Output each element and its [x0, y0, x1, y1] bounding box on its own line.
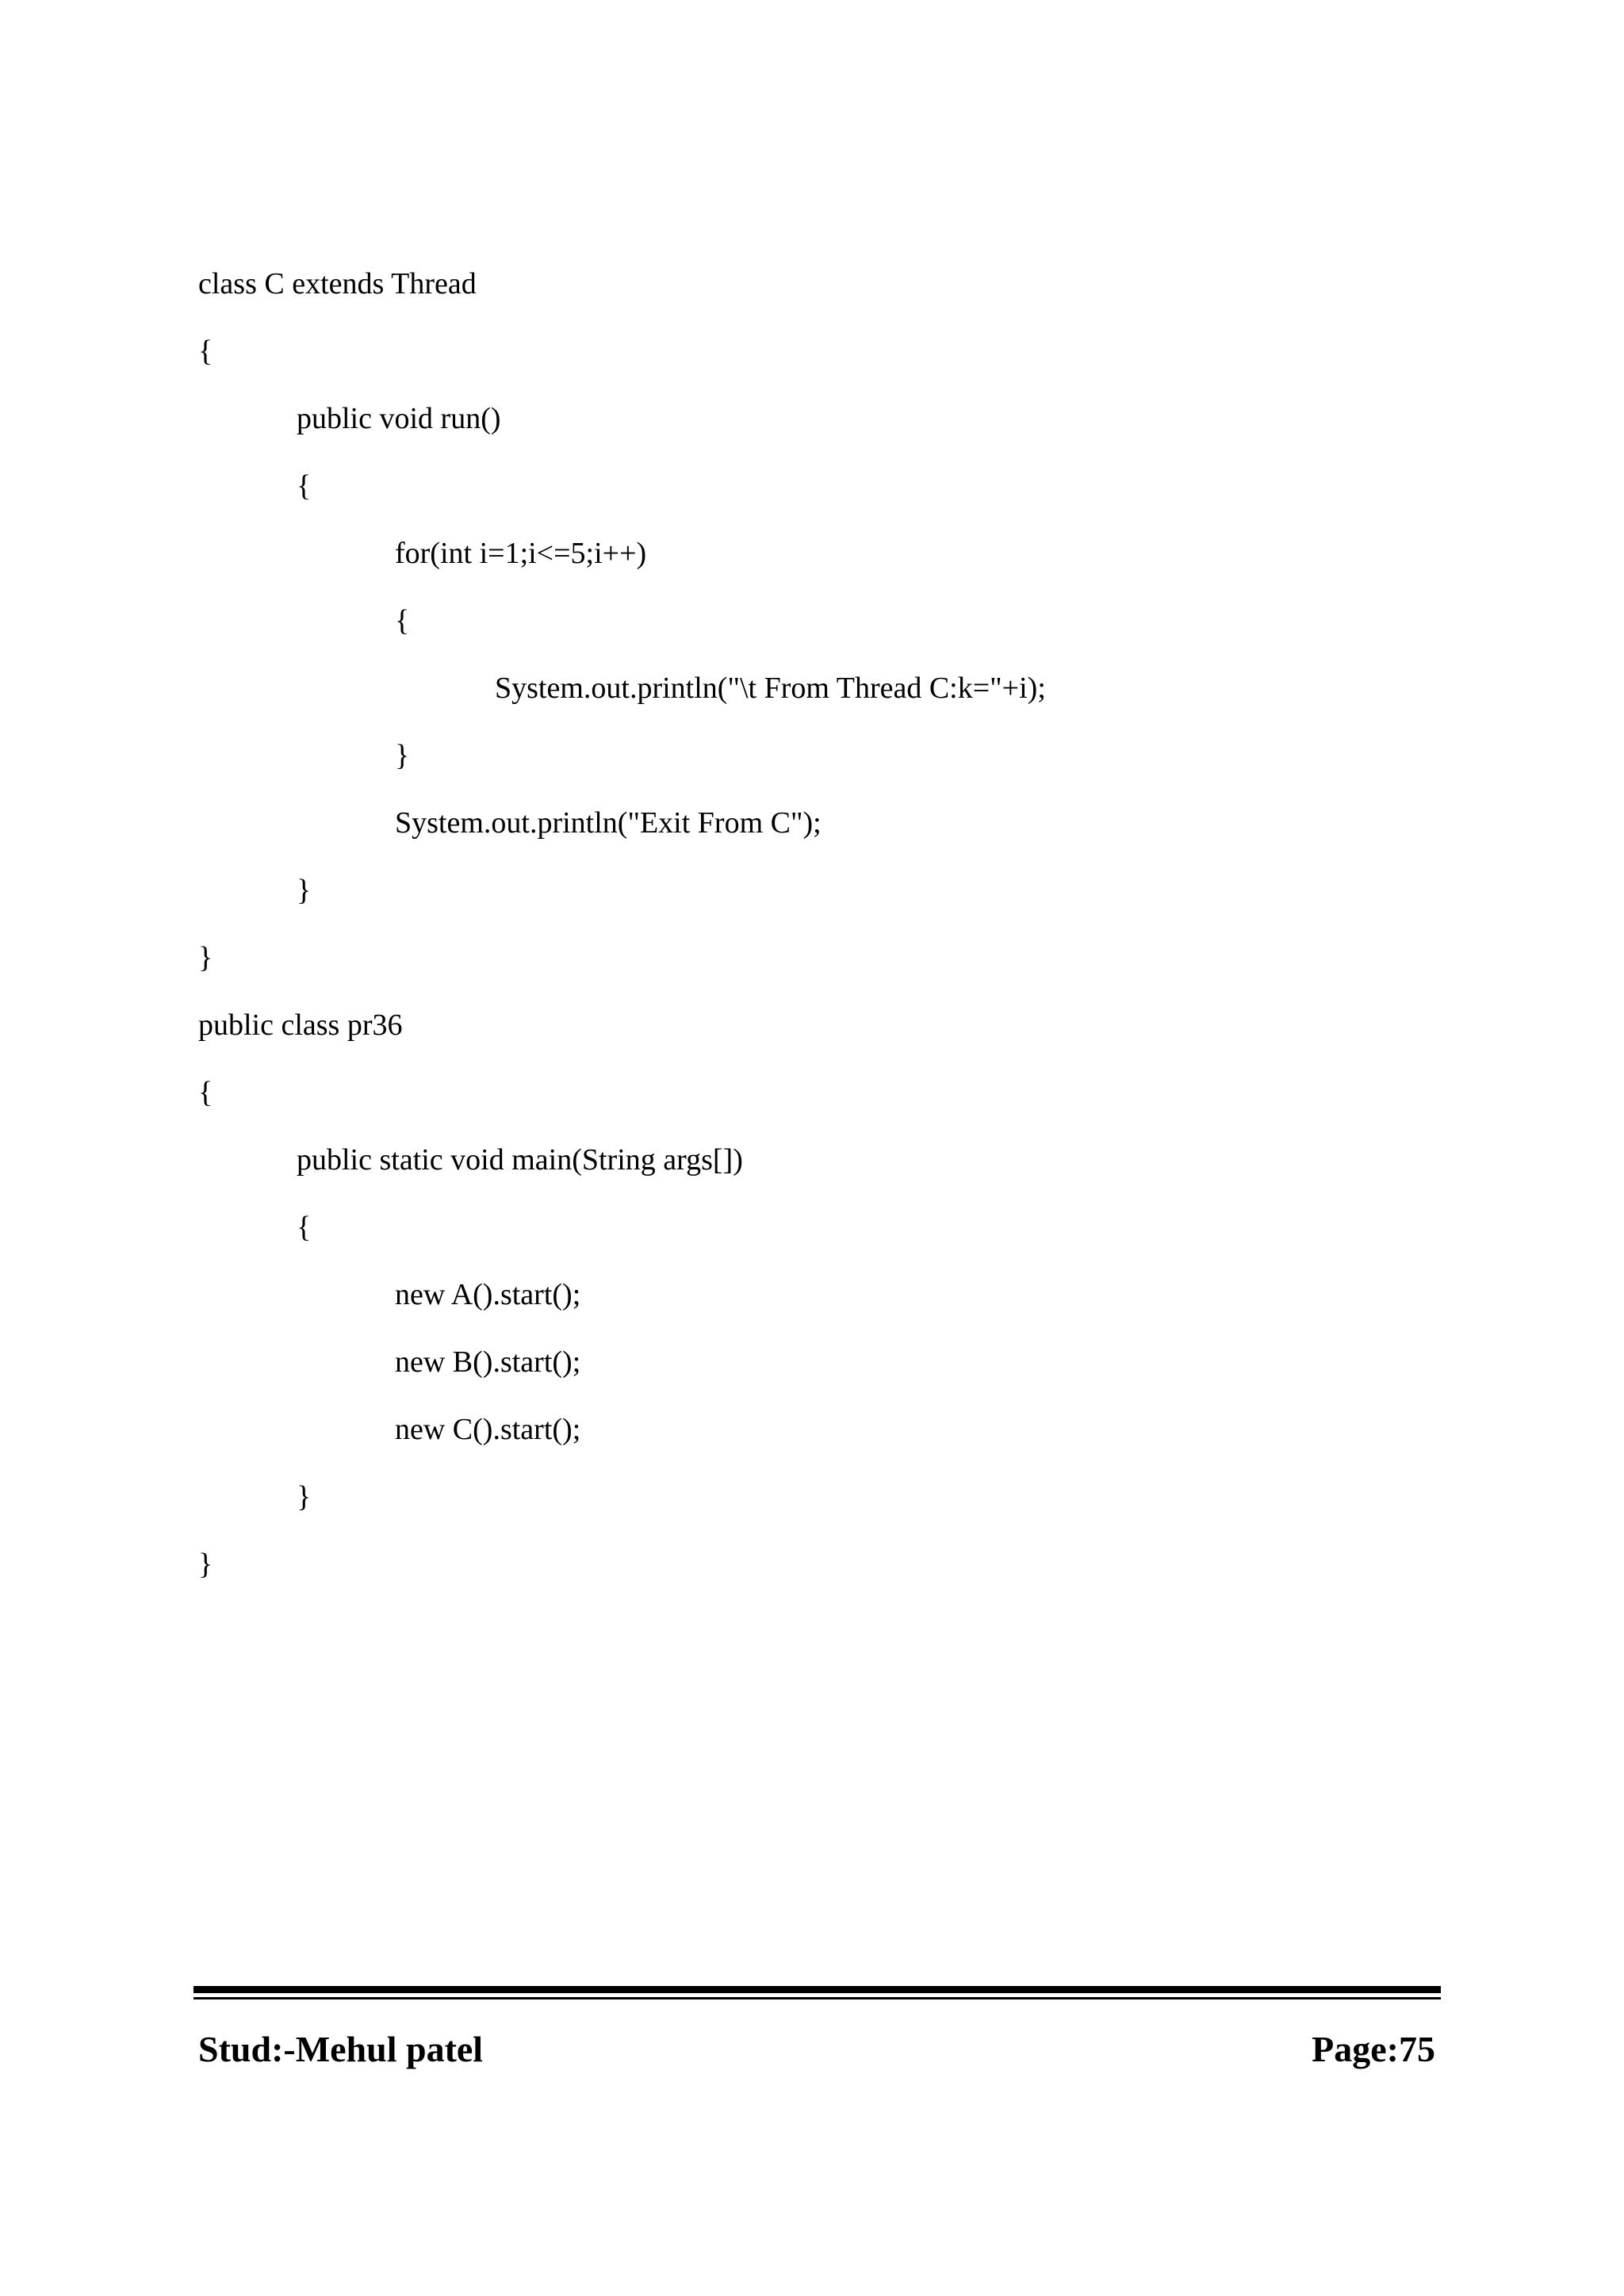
code-line: } — [395, 739, 410, 772]
code-line: new C().start(); — [395, 1413, 581, 1446]
code-listing — [198, 262, 1467, 1609]
code-line: { — [198, 1076, 213, 1109]
code-line: { — [198, 335, 213, 368]
code-line: for(int i=1;i<=5;i++) — [395, 537, 647, 570]
code-line: { — [297, 1211, 312, 1244]
code-line: } — [297, 874, 312, 907]
code-line: System.out.println("Exit From C"); — [395, 806, 822, 840]
code-line: public class pr36 — [198, 1008, 403, 1042]
footer-student-name: Stud:-Mehul patel — [198, 2029, 484, 2069]
code-line: { — [395, 604, 410, 637]
footer-page-number: Page:75 — [1312, 2029, 1435, 2069]
code-line: new A().start(); — [395, 1278, 581, 1311]
code-line: } — [198, 941, 213, 974]
code-line: public void run() — [297, 402, 501, 435]
code-line: System.out.println("\t From Thread C:k="+i); — [495, 672, 1046, 705]
footer-divider-thin — [193, 1997, 1441, 1999]
code-line: } — [297, 1480, 312, 1513]
code-line: class C extends Thread — [198, 267, 477, 300]
code-line: { — [297, 469, 312, 503]
code-line: new B().start(); — [395, 1345, 581, 1379]
code-line: public static void main(String args[]) — [297, 1143, 743, 1177]
footer-divider-thick — [193, 1986, 1441, 1993]
code-line: } — [198, 1548, 213, 1581]
